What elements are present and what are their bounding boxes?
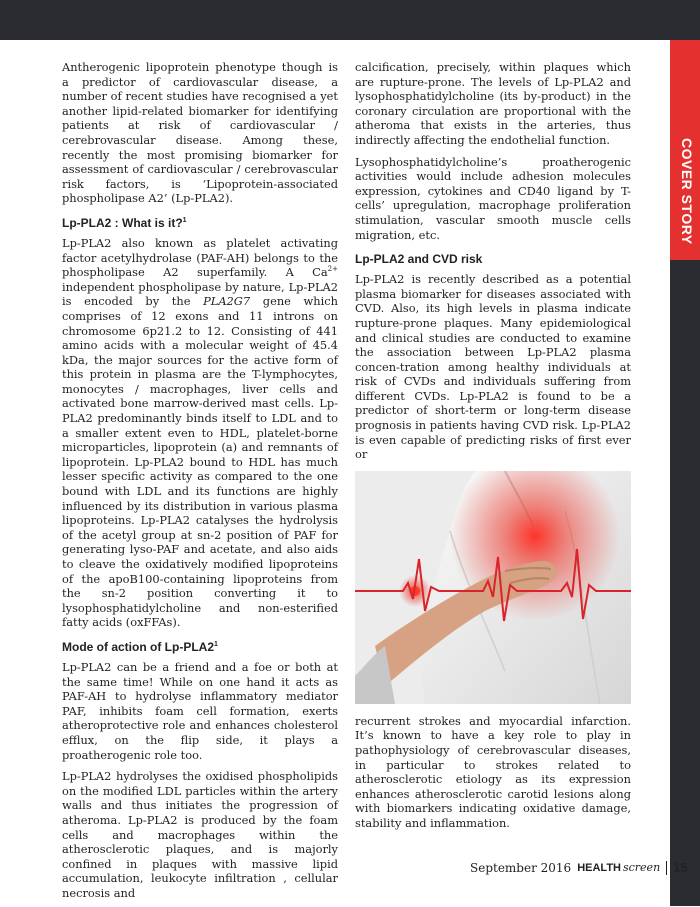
brand-name-bold: HEALTH bbox=[577, 861, 621, 874]
heading-mode-of-action bbox=[62, 640, 338, 654]
brand-name-italic: screen bbox=[622, 861, 661, 874]
calcium-superscript: 2+ bbox=[327, 265, 338, 274]
issue-date: September 2016 bbox=[470, 860, 572, 875]
intro-paragraph: Antherogenic lipoprotein phenotype though is a predictor of cardiovascular disease, a number of recent studies have recognised a yet another lipid-related biomarker for identifying patients at risk of cardiovascular / cerebrovascular disease. Among these, recently the most promising biomarker for assessment of cardiovascular / cerebrovascular risk factors, is ‘Lipoprotein-associated phospholipase A2’ (Lp-PLA2). bbox=[62, 60, 338, 206]
what-is-it-text-b: independent phospholipase by nature, Lp-PLA2 is encoded by the bbox=[62, 279, 338, 309]
heading-mode-of-action-text: Mode of action of Lp-PLA2 bbox=[62, 639, 214, 654]
mode-of-action-paragraph-2: Lp-PLA2 hydrolyses the oxidised phospholipids on the modified LDL particles within the artery walls and thus initiates the progression of atheroma. Lp-PLA2 is produced by the foam cells and macrophages within the atherosclerotic plaques, and is majorly confined in plaques with massive lipid accumulation, leukocyte infiltration , cellular necrosis and bbox=[62, 769, 338, 900]
section-tab-label: COVER STORY bbox=[679, 138, 695, 245]
heading-mode-of-action-ref: 1 bbox=[214, 640, 218, 648]
heading-what-is-it-ref: 1 bbox=[182, 216, 187, 224]
page-footer bbox=[470, 860, 688, 875]
heading-what-is-it bbox=[62, 216, 338, 230]
chest-pain-photo bbox=[355, 471, 631, 704]
what-is-it-text-a: Lp-PLA2 also known as platelet activating factor acetylhydrolase (PAF-AH) belongs to the phospholipase A2 superfamily. A Ca bbox=[62, 235, 338, 280]
gene-name: PLA2G7 bbox=[203, 294, 251, 309]
cvd-risk-paragraph: Lp-PLA2 is recently described as a potential plasma biomarker for diseases associated with CVD. Also, its high levels in plasma indicate rupture-prone plaques. Many epidemiological and clinical studies are conducted to examine the association between Lp-PLA2 plasma concen-tration among healthy individuals at risk of CVDs and individuals suffering from different CVDs. Lp-PLA2 is found to be a predictor of short-term or long-term disease prognosis in patients having CVD risk. Lp-PLA2 is even capable of predicting risks of first ever or bbox=[355, 272, 631, 462]
section-tab bbox=[670, 40, 700, 260]
page-number: 15 bbox=[673, 860, 688, 875]
lysophosphatidylcholine-paragraph: Lysophosphatidylcholine’s proatherogenic activities would include adhesion molecules expression, cytokines and CD40 ligand by T-cells’ upregulation, macrophage proliferation stimulation, vascular smooth muscle cells migration, etc. bbox=[355, 154, 631, 242]
calcification-paragraph: calcification, precisely, within plaques which are rupture-prone. The levels of Lp-PLA2 and lysophosphatidylcholine (its by-product) in the coronary circulation are proportional with the atheroma that exists in the arteries, thus indirectly affecting the endothelial function. bbox=[355, 60, 631, 147]
mode-of-action-paragraph-1: Lp-PLA2 can be a friend and a foe or both at the same time! While on one hand it acts as PAF-AH to hydrolyse inflammatory mediator PAF, inhibits foam cell formation, exerts atheroprotective role and enhances cholesterol efflux, on the flip side, it plays a proatherogenic role too. bbox=[62, 659, 338, 762]
right-column bbox=[355, 60, 631, 838]
footer-separator bbox=[666, 861, 667, 875]
top-dark-strip bbox=[0, 0, 700, 40]
what-is-it-paragraph bbox=[62, 236, 338, 630]
strokes-paragraph: recurrent strokes and myocardial infarction. It’s known to have a key role to play in pathophysiology of cerebrovascular diseases, in particular to strokes related to atherosclerotic etiology as its expression enhances atherosclerotic carotid lesions along with biomarkers indicating oxidative damage, stability and inflammation. bbox=[355, 713, 631, 830]
what-is-it-text-c: gene which comprises of 12 exons and 11 introns on chromosome 6p21.2 to 12. Consisting of 441 amino acids with a molecular weight of 45.4 kDa, the major sources for the active form of this protein in plasma are the T-lymphocytes, monocytes / macrophages, liver cells and activated bone marrow-derived mast cells. Lp-PLA2 predominantly binds itself to LDL and to a smaller extent even to HDL, platelet-borne microparticles, lipoprotein (a) and remnants of lipoprotein. Lp-PLA2 bound to HDL has much lesser specific activity as compared to the one bound with LDL and its functions are highly influenced by its distribution in various plasma lipoproteins. Lp-PLA2 catalyses the hydrolysis of the acetyl group at sn-2 position of PAF for generating lyso-PAF and acetate, and also aids to cleave the oxidatively modified lipoproteins of the apoB100-containing lipoproteins from the sn-2 position converting it to lysophosphatidylcholine and non-esterified fatty acids (oxFFAs). bbox=[62, 294, 338, 630]
heading-what-is-it-text: Lp-PLA2 : What is it? bbox=[62, 215, 183, 230]
left-column bbox=[62, 60, 338, 907]
heading-cvd-risk: Lp-PLA2 and CVD risk bbox=[355, 252, 483, 267]
chest-pain-illustration bbox=[355, 471, 631, 704]
